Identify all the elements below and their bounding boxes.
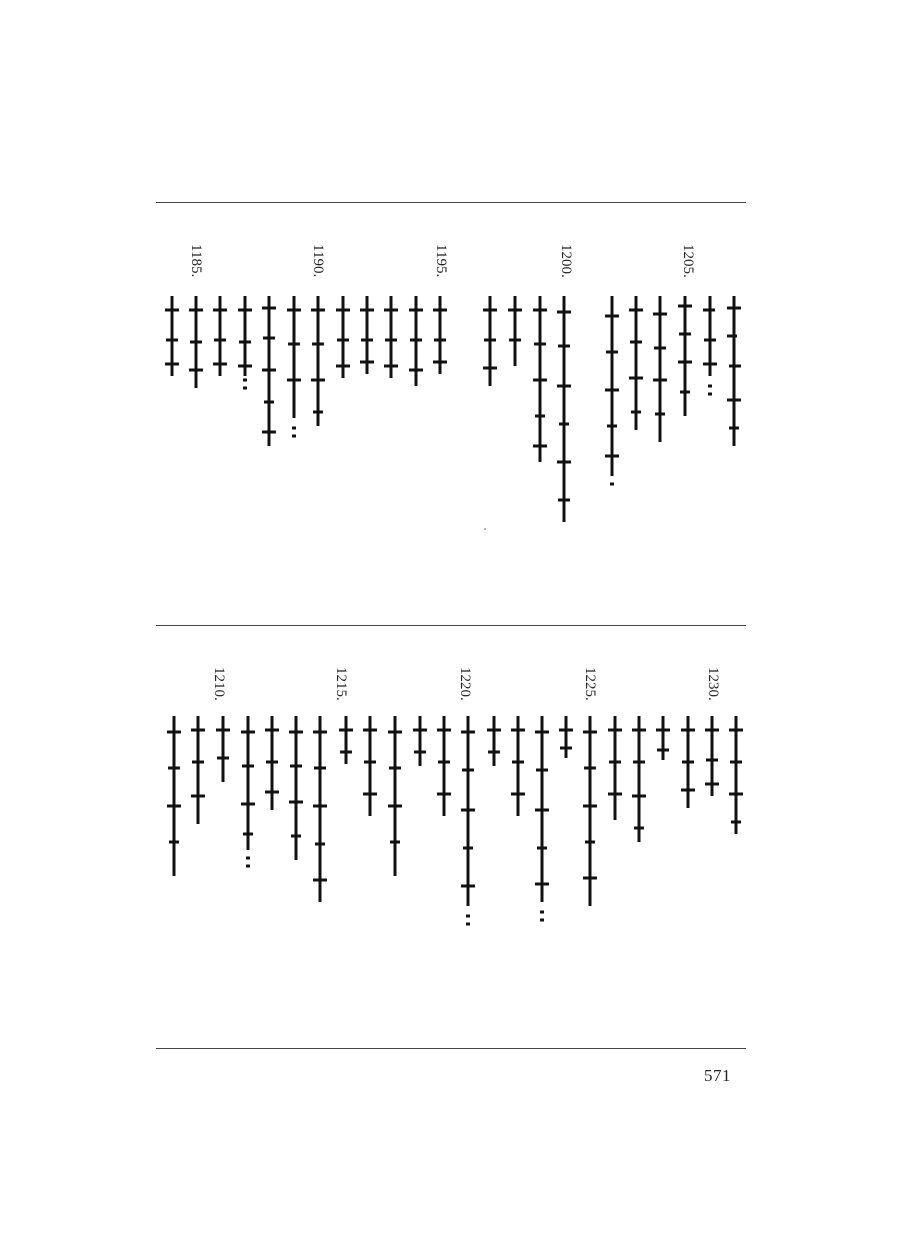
verse-column	[434, 716, 454, 816]
bottom-rule	[156, 1048, 746, 1049]
page-number: 571	[704, 1066, 731, 1085]
verse-glyphs	[360, 716, 380, 816]
verse-glyphs	[434, 716, 454, 816]
line-number-1205: 1205.	[680, 244, 696, 278]
verse-column	[678, 716, 698, 808]
verse-glyphs	[678, 716, 698, 808]
verse-column	[554, 296, 574, 522]
scan-speck	[484, 528, 486, 530]
line-number-1215: 1215.	[333, 667, 349, 701]
verse-glyphs	[508, 716, 528, 816]
verse-column	[262, 716, 282, 810]
verse-column	[186, 296, 206, 388]
verse-column	[702, 716, 722, 796]
verse-column	[164, 716, 184, 876]
verse-column	[626, 296, 646, 430]
verse-glyphs	[554, 296, 574, 522]
verse-column	[480, 296, 500, 386]
verse-column	[308, 296, 328, 426]
verse-column	[360, 716, 380, 816]
verse-glyphs	[700, 296, 720, 396]
verse-column	[286, 716, 306, 860]
verse-column	[238, 716, 258, 866]
verse-column	[162, 296, 182, 376]
verse-glyphs	[286, 716, 306, 860]
line-number-1225: 1225.	[582, 667, 598, 701]
verse-column	[605, 716, 625, 820]
verse-column	[675, 296, 695, 416]
verse-glyphs	[458, 716, 478, 924]
verse-column	[530, 296, 550, 462]
verse-column	[700, 296, 720, 396]
verse-glyphs	[556, 716, 576, 758]
verse-glyphs	[653, 716, 673, 760]
line-number-1220: 1220.	[457, 667, 473, 701]
verse-glyphs	[336, 716, 356, 764]
verse-column	[235, 296, 255, 388]
verse-column	[188, 716, 208, 824]
verse-glyphs	[333, 296, 353, 378]
middle-rule	[156, 625, 746, 626]
verse-column	[556, 716, 576, 758]
verse-glyphs	[605, 716, 625, 820]
verse-column	[653, 716, 673, 760]
verse-glyphs	[629, 716, 649, 842]
verse-glyphs	[162, 296, 182, 376]
line-number-1195: 1195.	[433, 244, 449, 278]
verse-glyphs	[238, 716, 258, 866]
verse-column	[259, 296, 279, 446]
verse-column	[410, 716, 430, 766]
verse-glyphs	[357, 296, 377, 374]
verse-column	[602, 296, 622, 492]
verse-glyphs	[235, 296, 255, 388]
verse-column	[310, 716, 330, 902]
verse-glyphs	[188, 716, 208, 824]
verse-column	[724, 296, 744, 446]
verse-glyphs	[310, 716, 330, 902]
verse-column	[210, 296, 230, 376]
verse-glyphs	[650, 296, 670, 442]
verse-glyphs	[284, 296, 304, 436]
verse-glyphs	[530, 296, 550, 462]
line-number-1230: 1230.	[705, 667, 721, 701]
verse-glyphs	[381, 296, 401, 378]
verse-column	[629, 716, 649, 842]
line-number-1210: 1210.	[211, 667, 227, 701]
verse-column	[333, 296, 353, 378]
verse-column	[458, 716, 478, 924]
verse-glyphs	[259, 296, 279, 446]
verse-column	[580, 716, 600, 906]
verse-column	[505, 296, 525, 366]
verse-column	[484, 716, 504, 766]
verse-column	[726, 716, 746, 834]
verse-column	[357, 296, 377, 374]
verse-column	[532, 716, 552, 920]
verse-glyphs	[580, 716, 600, 906]
line-number-1200: 1200.	[558, 244, 574, 278]
verse-column	[406, 296, 426, 386]
verse-glyphs	[702, 716, 722, 796]
verse-glyphs	[210, 296, 230, 376]
verse-glyphs	[724, 296, 744, 446]
verse-glyphs	[186, 296, 206, 388]
verse-glyphs	[430, 296, 450, 374]
top-rule	[156, 202, 746, 203]
verse-glyphs	[626, 296, 646, 430]
verse-column	[336, 716, 356, 764]
verse-glyphs	[213, 716, 233, 782]
verse-column	[284, 296, 304, 436]
verse-glyphs	[262, 716, 282, 810]
line-number-1185: 1185.	[188, 244, 204, 278]
verse-glyphs	[505, 296, 525, 366]
verse-glyphs	[532, 716, 552, 920]
verse-glyphs	[675, 296, 695, 416]
verse-column	[508, 716, 528, 816]
verse-glyphs	[410, 716, 430, 766]
verse-column	[650, 296, 670, 442]
verse-glyphs	[308, 296, 328, 426]
verse-glyphs	[484, 716, 504, 766]
verse-glyphs	[164, 716, 184, 876]
verse-glyphs	[385, 716, 405, 876]
verse-glyphs	[602, 296, 622, 492]
line-number-1190: 1190.	[310, 244, 326, 278]
verse-column	[385, 716, 405, 876]
verse-column	[213, 716, 233, 782]
verse-glyphs	[406, 296, 426, 386]
verse-column	[381, 296, 401, 378]
verse-glyphs	[480, 296, 500, 386]
verse-column	[430, 296, 450, 374]
verse-glyphs	[726, 716, 746, 834]
